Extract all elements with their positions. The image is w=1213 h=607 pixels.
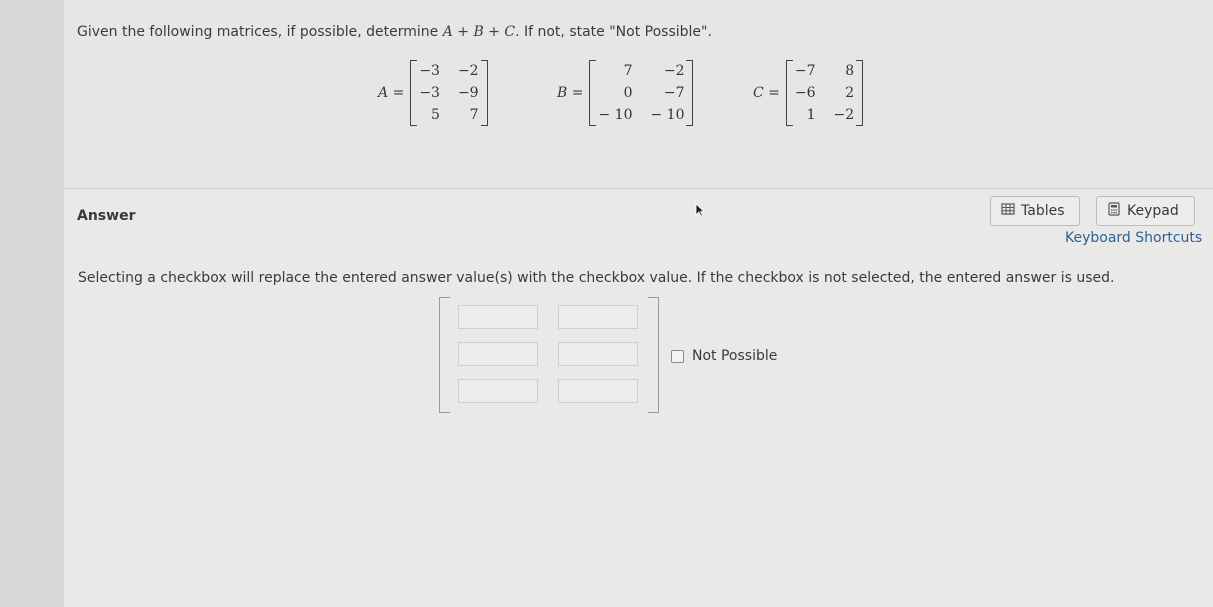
- not-possible-label: Not Possible: [692, 348, 778, 364]
- prompt-expression: A + B + C: [442, 24, 516, 40]
- matrix-cell: −9: [457, 85, 479, 101]
- matrix-cell: −6: [794, 85, 816, 101]
- answer-input-r3c1[interactable]: [458, 379, 538, 403]
- checkbox-icon[interactable]: [671, 350, 684, 363]
- answer-label: Answer: [77, 208, 136, 224]
- matrix-cell: − 10: [598, 107, 633, 123]
- matrix-cell: −3: [419, 85, 440, 101]
- question-prompt: [77, 24, 712, 40]
- matrix-b: [589, 60, 693, 126]
- matrix-cell: −7: [794, 63, 816, 79]
- matrix-cell: 5: [431, 107, 440, 123]
- tables-button-label: Tables: [1021, 203, 1065, 219]
- matrix-cell: −7: [663, 85, 685, 101]
- not-possible-option[interactable]: [671, 348, 777, 364]
- calculator-icon: [1107, 202, 1121, 220]
- answer-matrix: [439, 297, 659, 413]
- answer-input-r2c1[interactable]: [458, 342, 538, 366]
- matrix-b-group: [557, 60, 693, 126]
- prompt-text-end: . If not, state "Not Possible".: [515, 24, 712, 40]
- matrix-cell: − 10: [650, 107, 685, 123]
- keypad-button-label: Keypad: [1127, 203, 1179, 219]
- answer-input-r1c2[interactable]: [558, 305, 638, 329]
- matrix-cell: −2: [457, 63, 479, 79]
- matrix-cell: 7: [623, 63, 633, 79]
- matrix-cell: 2: [845, 85, 855, 101]
- matrix-b-label: B =: [557, 85, 584, 101]
- answer-matrix-right-bracket: [648, 297, 659, 413]
- prompt-text-start: Given the following matrices, if possible, determine: [77, 24, 443, 40]
- matrix-c: [786, 60, 863, 126]
- matrix-cell: −2: [663, 63, 685, 79]
- matrix-cell: 8: [845, 63, 855, 79]
- keyboard-shortcuts-link[interactable]: Keyboard Shortcuts: [1065, 230, 1203, 246]
- matrix-cell: −2: [833, 107, 855, 123]
- tables-button[interactable]: [990, 196, 1080, 226]
- matrix-cell: 0: [623, 85, 633, 101]
- matrix-cell: 1: [806, 107, 816, 123]
- matrix-c-label: C =: [753, 85, 780, 101]
- matrix-cell: −3: [419, 63, 440, 79]
- answer-matrix-left-bracket: [439, 297, 450, 413]
- checkbox-instruction: Selecting a checkbox will replace the entered answer value(s) with the checkbox value. If the checkbox is not selected, the entered answer is used.: [78, 270, 1115, 286]
- matrix-c-group: [753, 60, 863, 126]
- answer-input-r2c2[interactable]: [558, 342, 638, 366]
- table-icon: [1001, 202, 1015, 220]
- matrix-a-label: A =: [378, 85, 405, 101]
- question-panel: [64, 0, 1213, 189]
- keypad-button[interactable]: [1096, 196, 1195, 226]
- matrix-a-group: [378, 60, 488, 126]
- matrix-cell: 7: [469, 107, 479, 123]
- matrix-a: [410, 60, 487, 126]
- question-frame: [64, 0, 1213, 607]
- answer-input-r1c1[interactable]: [458, 305, 538, 329]
- answer-input-r3c2[interactable]: [558, 379, 638, 403]
